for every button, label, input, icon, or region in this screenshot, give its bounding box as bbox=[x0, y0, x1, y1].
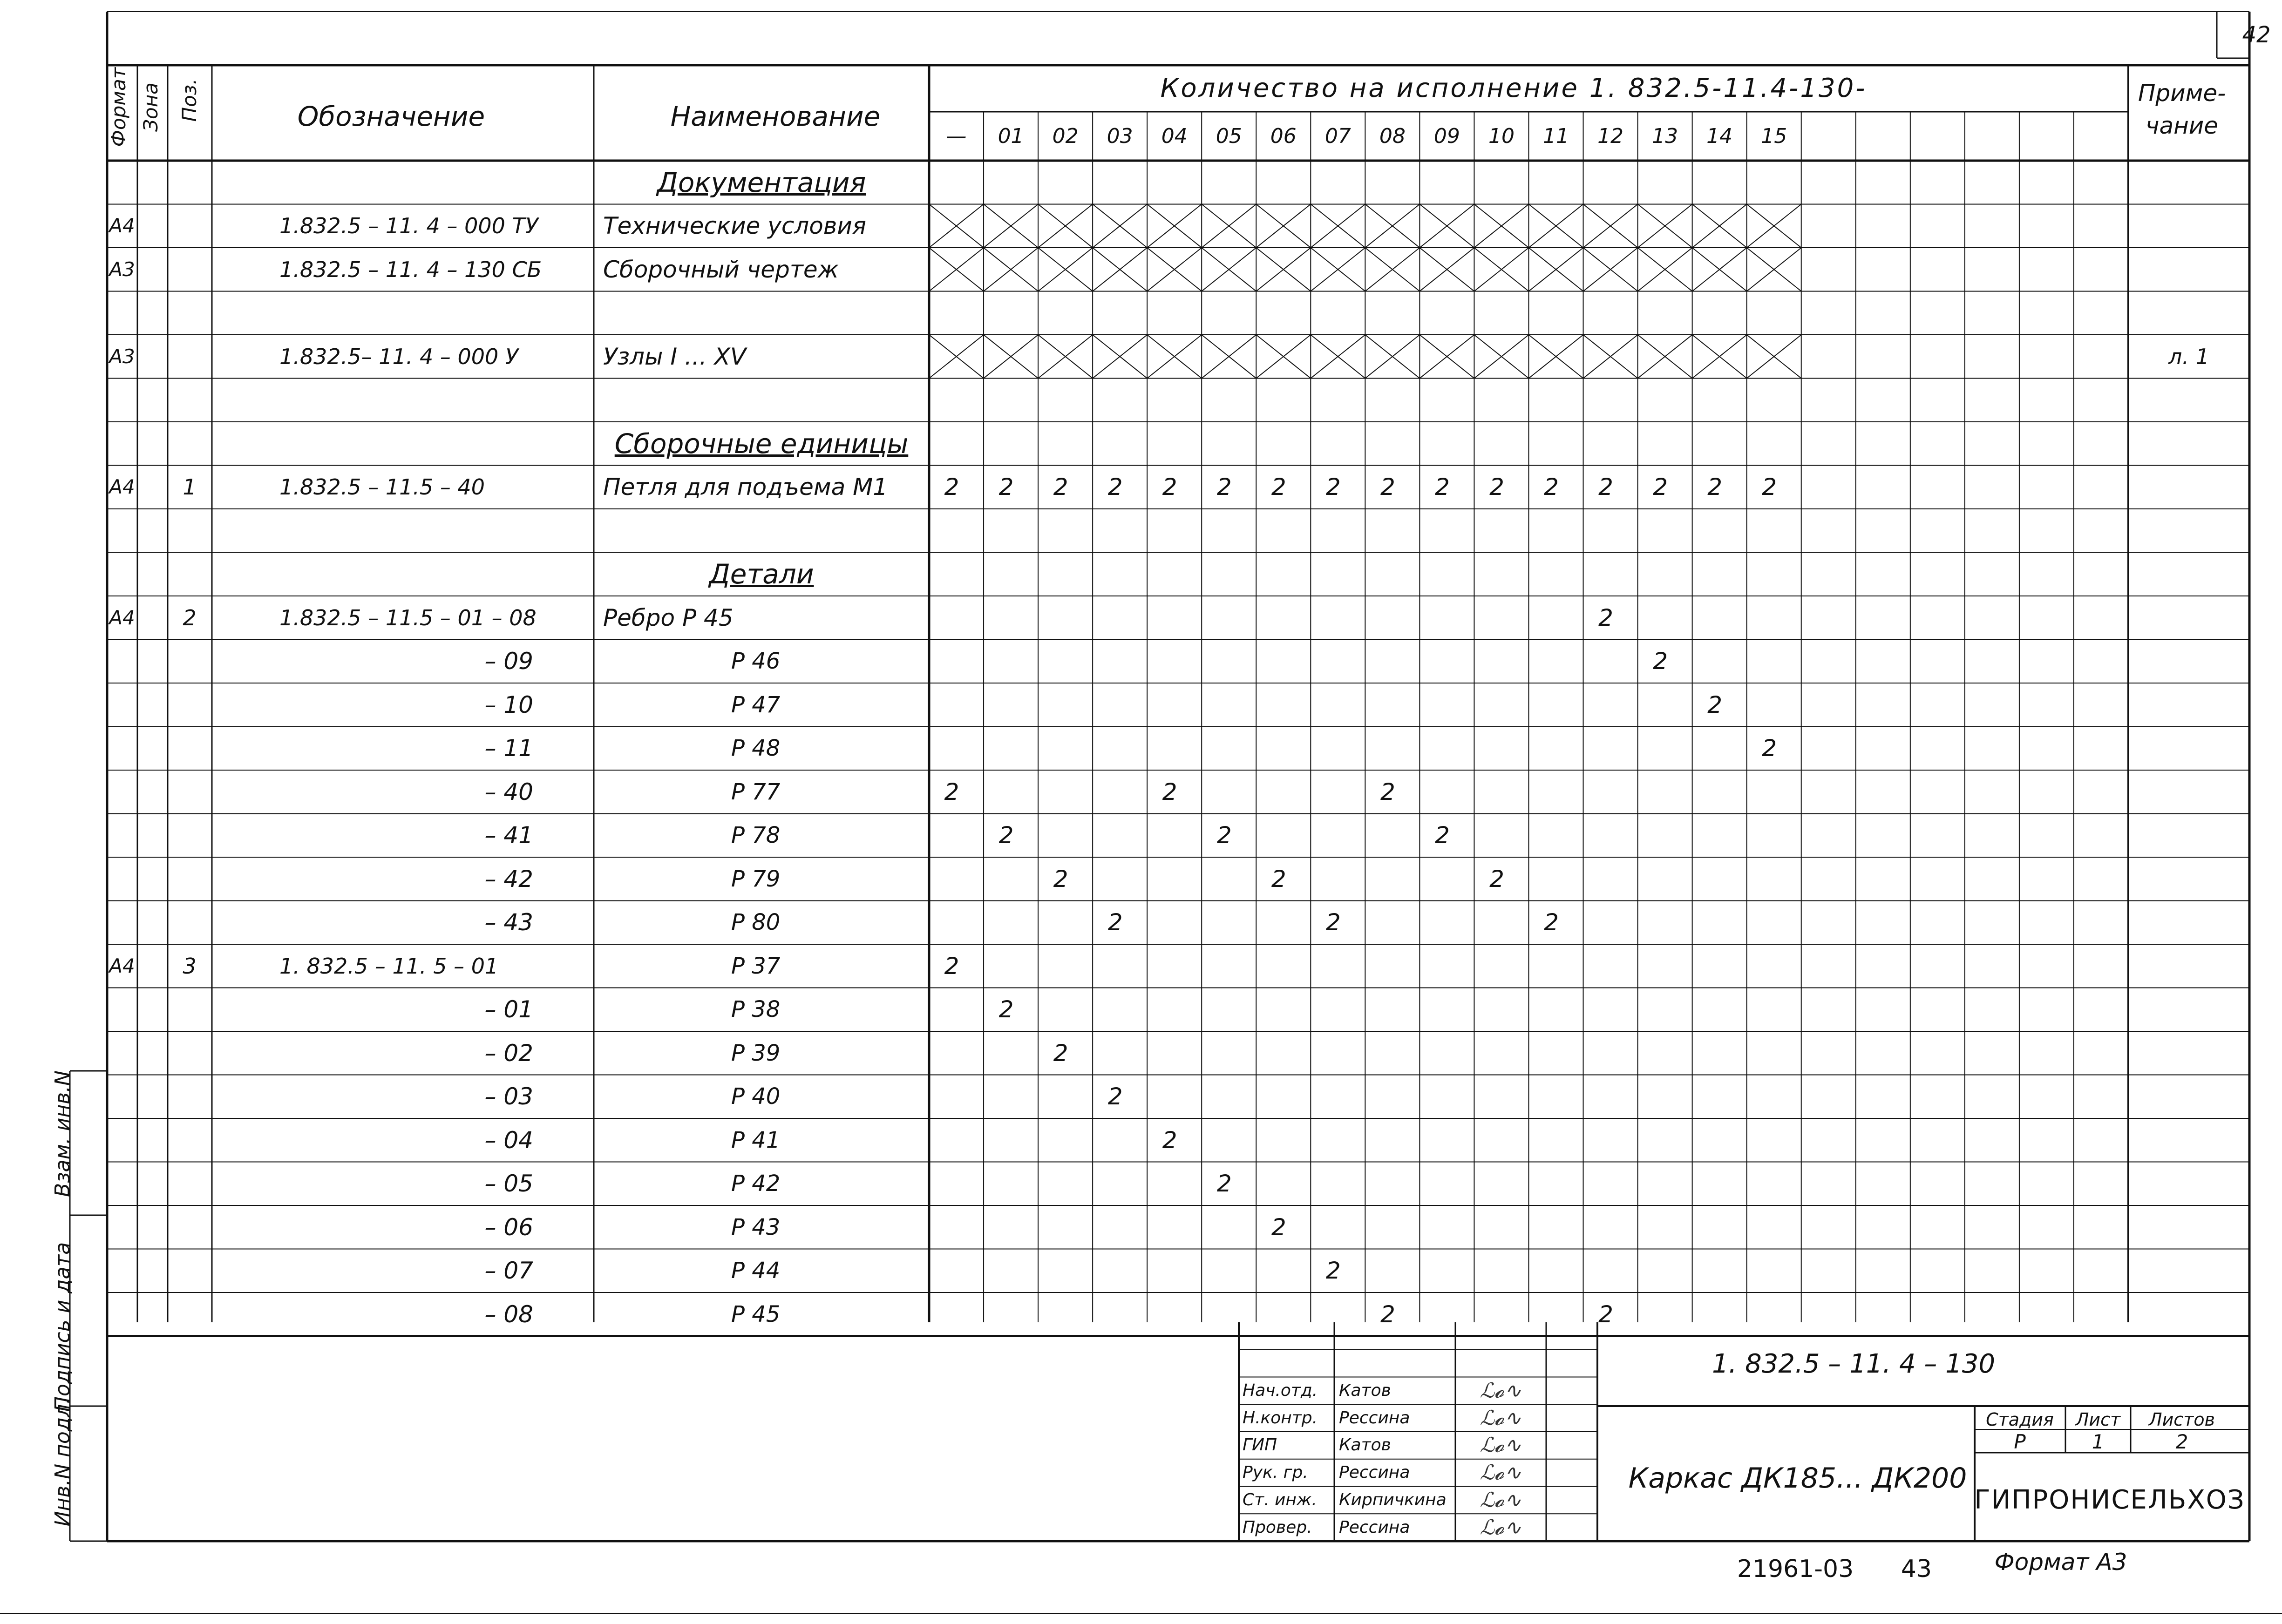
archive-number: 21961-03 bbox=[1737, 1555, 1854, 1583]
row-name: Р 41 bbox=[731, 1127, 781, 1153]
variant-header-cell: 01 bbox=[998, 124, 1024, 148]
row-name: Р 47 bbox=[731, 691, 781, 718]
qty-cell: 2 bbox=[1707, 474, 1723, 501]
row-designation: – 41 bbox=[484, 822, 533, 849]
variant-header-cell: 07 bbox=[1324, 124, 1351, 148]
qty-cell: 2 bbox=[1489, 474, 1504, 501]
variant-header-cell: 08 bbox=[1379, 124, 1406, 148]
row-designation: 1.832.5 – 11.5 – 40 bbox=[279, 474, 485, 500]
header-zone: Зона bbox=[139, 82, 162, 132]
qty-cell: 2 bbox=[1325, 1257, 1341, 1285]
qty-cell: 2 bbox=[1162, 1126, 1177, 1154]
qty-cell: 2 bbox=[1053, 865, 1068, 893]
qty-cell: 2 bbox=[1762, 474, 1777, 501]
row-designation: – 04 bbox=[484, 1126, 533, 1154]
row-designation: – 43 bbox=[484, 909, 533, 936]
row-designation: – 08 bbox=[484, 1300, 533, 1328]
section-heading: Сборочные единицы bbox=[614, 427, 909, 460]
row-name: Р 39 bbox=[731, 1040, 781, 1066]
handwritten-signature: ℒ𝓸∿ bbox=[1480, 1433, 1521, 1457]
signature-name: Рессина bbox=[1339, 1463, 1410, 1482]
document-code: 1. 832.5 – 11. 4 – 130 bbox=[1712, 1349, 1996, 1379]
variant-header-cell: 10 bbox=[1488, 124, 1515, 148]
row-name: Р 38 bbox=[731, 996, 781, 1023]
variant-header-cell: 05 bbox=[1216, 124, 1242, 148]
qty-cell: 2 bbox=[1053, 1039, 1068, 1067]
page-number: 42 bbox=[2242, 22, 2271, 48]
row-name: Р 46 bbox=[731, 648, 781, 675]
qty-cell: 2 bbox=[1325, 474, 1341, 501]
signature-role: Н.контр. bbox=[1243, 1408, 1318, 1428]
copy-sheet-number: 43 bbox=[1901, 1555, 1932, 1583]
qty-cell: 2 bbox=[1598, 1300, 1613, 1328]
row-designation: – 07 bbox=[484, 1257, 533, 1285]
row-format: А4 bbox=[109, 954, 135, 977]
row-designation: – 42 bbox=[484, 865, 533, 893]
variant-header-cell: 12 bbox=[1597, 124, 1624, 148]
qty-cell: 2 bbox=[944, 474, 959, 501]
qty-cell: 2 bbox=[1380, 474, 1395, 501]
sheets-value: 2 bbox=[2175, 1430, 2188, 1453]
header-note-line2: чание bbox=[2145, 112, 2219, 139]
row-designation: – 03 bbox=[484, 1083, 533, 1110]
qty-cell: 2 bbox=[1544, 474, 1559, 501]
qty-cell: 2 bbox=[1325, 909, 1341, 936]
header-format: Формат bbox=[107, 67, 130, 147]
qty-cell: 2 bbox=[1598, 474, 1613, 501]
row-name: Р 37 bbox=[731, 953, 781, 979]
qty-cell: 2 bbox=[1271, 474, 1286, 501]
row-designation: 1.832.5 – 11. 4 – 000 ТУ bbox=[279, 213, 538, 239]
row-name: Р 48 bbox=[731, 735, 781, 762]
qty-cell: 2 bbox=[1380, 778, 1395, 805]
row-designation: 1.832.5 – 11.5 – 01 – 08 bbox=[279, 605, 537, 630]
row-name: Сборочный чертеж bbox=[603, 256, 839, 283]
stage-label: Стадия bbox=[1986, 1409, 2054, 1430]
stage-value: Р bbox=[2014, 1430, 2026, 1453]
row-name: Р 42 bbox=[731, 1171, 781, 1197]
qty-cell: 2 bbox=[1107, 1083, 1123, 1110]
row-designation: – 05 bbox=[484, 1170, 533, 1198]
row-name: Р 44 bbox=[731, 1258, 781, 1284]
variant-header-cell: 15 bbox=[1761, 124, 1787, 148]
row-position: 1 bbox=[183, 474, 197, 500]
qty-cell: 2 bbox=[1380, 1300, 1395, 1328]
variant-header-cell: 11 bbox=[1543, 124, 1569, 148]
row-designation: – 02 bbox=[484, 1039, 533, 1067]
variant-header-cell: 04 bbox=[1161, 124, 1188, 148]
row-designation: 1. 832.5 – 11. 5 – 01 bbox=[279, 953, 499, 979]
row-name: Технические условия bbox=[603, 212, 866, 240]
row-name: Р 78 bbox=[731, 822, 781, 849]
sheets-label: Листов bbox=[2149, 1409, 2215, 1430]
row-format: А3 bbox=[109, 345, 135, 368]
stamp-signature-date: Подпись и дата bbox=[51, 1242, 75, 1412]
qty-cell: 2 bbox=[1162, 474, 1177, 501]
qty-cell: 2 bbox=[998, 996, 1014, 1023]
qty-cell: 2 bbox=[1271, 1213, 1286, 1241]
signature-role: Нач.отд. bbox=[1243, 1380, 1318, 1400]
variant-header-cell: 03 bbox=[1107, 124, 1133, 148]
handwritten-signature: ℒ𝓸∿ bbox=[1480, 1488, 1521, 1512]
qty-cell: 2 bbox=[944, 778, 959, 805]
row-name: Р 79 bbox=[731, 866, 781, 892]
qty-cell: 2 bbox=[998, 474, 1014, 501]
header-designation: Обозначение bbox=[297, 101, 485, 132]
row-designation: – 40 bbox=[484, 778, 533, 805]
organization: ГИПРОНИСЕЛЬХОЗ bbox=[1974, 1485, 2245, 1515]
handwritten-signature: ℒ𝓸∿ bbox=[1480, 1516, 1521, 1540]
signature-name: Кирпичкина bbox=[1339, 1490, 1447, 1509]
qty-cell: 2 bbox=[1435, 822, 1450, 849]
row-name: Р 43 bbox=[731, 1214, 781, 1240]
row-designation: – 06 bbox=[484, 1213, 533, 1241]
qty-cell: 2 bbox=[1107, 474, 1123, 501]
row-format: А4 bbox=[109, 606, 135, 629]
row-name: Ребро Р 45 bbox=[603, 604, 734, 631]
variant-header-cell: — bbox=[946, 124, 967, 148]
section-heading: Документация bbox=[657, 166, 866, 198]
header-quantity: Количество на исполнение 1. 832.5-11.4-130- bbox=[1160, 73, 1867, 103]
row-designation: – 09 bbox=[484, 648, 533, 675]
row-designation: – 01 bbox=[484, 996, 533, 1023]
row-designation: – 11 bbox=[484, 735, 533, 762]
signature-name: Катов bbox=[1339, 1435, 1391, 1455]
qty-cell: 2 bbox=[1216, 474, 1232, 501]
row-position: 2 bbox=[183, 605, 197, 630]
handwritten-signature: ℒ𝓸∿ bbox=[1480, 1379, 1521, 1403]
qty-cell: 2 bbox=[1053, 474, 1068, 501]
signature-name: Рессина bbox=[1339, 1408, 1410, 1428]
qty-cell: 2 bbox=[1216, 822, 1232, 849]
header-note-line1: Приме- bbox=[2138, 80, 2226, 107]
signature-role: Рук. гр. bbox=[1243, 1463, 1308, 1482]
document-title: Каркас ДК185... ДК200 bbox=[1628, 1462, 1967, 1495]
row-name: Узлы I ... XV bbox=[603, 343, 747, 370]
row-name: Р 45 bbox=[731, 1301, 781, 1327]
row-name: Р 77 bbox=[731, 778, 781, 805]
row-designation: – 10 bbox=[484, 691, 533, 718]
signature-role: ГИП bbox=[1243, 1435, 1277, 1455]
header-position: Поз. bbox=[178, 78, 201, 122]
qty-cell: 2 bbox=[1762, 735, 1777, 762]
row-position: 3 bbox=[183, 953, 197, 979]
signature-role: Провер. bbox=[1243, 1517, 1312, 1537]
variant-header-cell: 06 bbox=[1270, 124, 1297, 148]
variant-header-cell: 02 bbox=[1052, 124, 1079, 148]
stamp-replacement-inv: Взам. инв.N bbox=[51, 1070, 75, 1197]
variant-header-cell: 14 bbox=[1706, 124, 1733, 148]
row-name: Р 40 bbox=[731, 1083, 781, 1110]
stamp-inv-original: Инв.N подл. bbox=[51, 1397, 75, 1527]
qty-cell: 2 bbox=[1653, 648, 1668, 675]
handwritten-signature: ℒ𝓸∿ bbox=[1480, 1406, 1521, 1430]
signature-name: Рессина bbox=[1339, 1517, 1410, 1537]
sheet-label: Лист bbox=[2075, 1409, 2121, 1430]
qty-cell: 2 bbox=[1598, 604, 1613, 631]
variant-header-cell: 13 bbox=[1652, 124, 1678, 148]
section-heading: Детали bbox=[709, 558, 814, 590]
handwritten-signature: ℒ𝓸∿ bbox=[1480, 1461, 1521, 1485]
signature-name: Катов bbox=[1339, 1380, 1391, 1400]
qty-cell: 2 bbox=[1544, 909, 1559, 936]
format-label: Формат А3 bbox=[1994, 1549, 2127, 1576]
variant-header-cell: 09 bbox=[1433, 124, 1460, 148]
row-name: Петля для подъема М1 bbox=[603, 474, 888, 501]
qty-cell: 2 bbox=[944, 952, 959, 980]
row-format: А4 bbox=[109, 475, 135, 499]
row-designation: 1.832.5 – 11. 4 – 130 СБ bbox=[279, 257, 542, 282]
row-designation: 1.832.5– 11. 4 – 000 У bbox=[279, 344, 518, 369]
sheet-value: 1 bbox=[2092, 1430, 2105, 1453]
header-name: Наименование bbox=[670, 101, 881, 132]
row-format: А3 bbox=[109, 257, 135, 281]
row-note: л. 1 bbox=[2168, 344, 2209, 369]
qty-cell: 2 bbox=[998, 822, 1014, 849]
row-name: Р 80 bbox=[731, 909, 781, 936]
qty-cell: 2 bbox=[1216, 1170, 1232, 1198]
qty-cell: 2 bbox=[1271, 865, 1286, 893]
signature-role: Ст. инж. bbox=[1243, 1490, 1317, 1509]
row-format: А4 bbox=[109, 214, 135, 237]
qty-cell: 2 bbox=[1653, 474, 1668, 501]
qty-cell: 2 bbox=[1435, 474, 1450, 501]
qty-cell: 2 bbox=[1107, 909, 1123, 936]
qty-cell: 2 bbox=[1707, 691, 1723, 718]
qty-cell: 2 bbox=[1162, 778, 1177, 805]
qty-cell: 2 bbox=[1489, 865, 1504, 893]
